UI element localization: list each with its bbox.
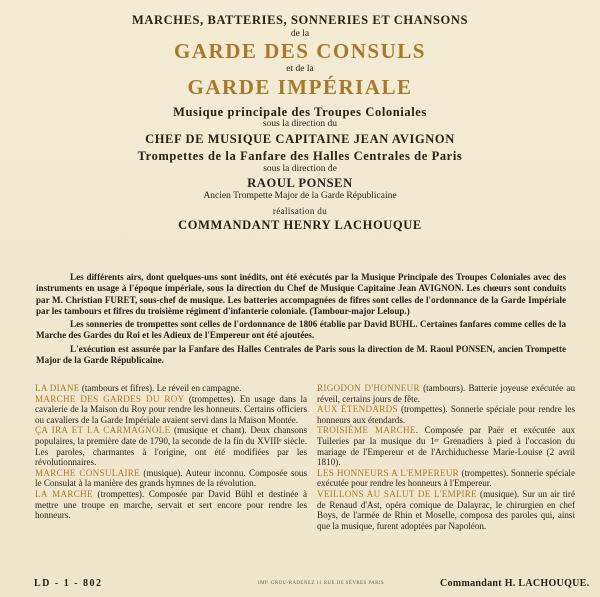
track-entry [35, 425, 307, 467]
chef-de-musique: CHEF DE MUSIQUE CAPITAINE JEAN AVIGNON [145, 131, 455, 146]
commandant-lachouque: COMMANDANT HENRY LACHOUQUE [178, 218, 422, 232]
printer-credit: IMP. GROU-RADENEZ 11 RUE DE SÈVRES PARIS [258, 581, 385, 586]
track-entry [317, 404, 575, 425]
track-title: MARCHE DES GARDES DU ROY [35, 393, 185, 404]
raoul-ponsen: RAOUL PONSEN [247, 176, 353, 190]
connector-et-de-la: et de la [286, 64, 314, 74]
track-description: (musique et chant). Deux chansons populaires, la première date de 1790, la seconde de la fin du XVIIIᵉ siècle. Les paroles, charmantes à l'origine, ont été modifiées par les révolutionnaires. [35, 425, 307, 468]
header [0, 14, 600, 232]
realisation-label: réalisation du [272, 206, 328, 216]
trompettes-fanfare: Trompettes de la Fanfare des Halles Centrales de Paris [137, 149, 463, 163]
track-title: RIGODON D'HONNEUR [317, 383, 420, 393]
track-entry [35, 468, 307, 489]
track-title: LES HONNEURS A L'EMPEREUR [317, 467, 460, 478]
track-description: (tambours). Batterie joyeuse exécutée au réveil, certains jours de fête. [317, 383, 575, 404]
track-title: AUX ÉTENDARDS [317, 404, 398, 415]
title-garde-des-consuls: GARDE DES CONSULS [174, 39, 426, 63]
track-list-right [317, 383, 575, 531]
track-title: VEILLONS AU SALUT DE L'EMPIRE [317, 488, 477, 499]
intro-paragraph: Les différents airs, dont quelques-uns sont inédits, ont été exécutés par la Musique Principale des Troupes Coloniales avec des instruments en usage à l'époque impériale, sous la direction du Chef de Musique Capitaine Jean AVIGNON. Les chœurs sont conduits par M. Christian FURET, sous-chef de musique. Les batteries accompagnées de fifres sont celles de l'ordonnance de la Garde Impériale par les tambours et fifres du troisième régiment d'infanterie coloniale. (Tambour-major Leloup.) [36, 272, 566, 316]
signature-credit: Commandant H. LACHOUQUE. [440, 578, 590, 589]
connector-de-la: de la [290, 28, 310, 39]
series-title: MARCHES, BATTERIES, SONNERIES ET CHANSONS [131, 13, 469, 27]
track-description: (musique). Sur un air tiré de Renaud d'Ast, opéra comique de Dalayrac, le chirurgien en chef Boys, de l'armée de Rhin et Moselle, composa des paroles qui, ainsi que la musique, furent adoptées par Napoléon. [317, 488, 575, 531]
track-entry [317, 425, 575, 467]
track-entry [317, 468, 575, 489]
track-description: (trompettes). Composée par David Bühl et destinée à mettre une troupe en marche, servait et sert encore pour rendre les honneurs. [35, 488, 308, 521]
track-title: TROISIÈME MARCHE [317, 425, 416, 436]
track-description: (musique). Auteur inconnu. Composée sous le Consulat à la manière des grands hymnes de la révolution. [35, 467, 307, 489]
track-description: (trompettes). Sonnerie spéciale pour rendre les honneurs aux étendards. [317, 404, 575, 425]
track-description: . Composée par Paër et exécutée aux Tuileries par la musique du 1ᵉʳ Grenadiers à pied à l'occasion du mariage de l'Empereur et de l'Archiduchesse Marie-Louise (2 avril 1810). [317, 425, 575, 468]
track-description: (tambours et fifres). Le réveil en campagne. [79, 383, 242, 393]
track-list-left [35, 383, 307, 521]
track-entry [35, 394, 307, 426]
direction-label-2: sous la direction de [263, 163, 337, 174]
intro-paragraph: L'exécution est assurée par la Fanfare des Halles Centrales de Paris sous la direction de M. Raoul PONSEN, ancien Trompette Major de la Garde Républicaine. [36, 343, 566, 366]
ancien-trompette: Ancien Trompette Major de la Garde Républicaine [203, 190, 397, 201]
intro-paragraph: Les sonneries de trompettes sont celles de l'ordonnance de 1806 établie par David BUHL. Certaines fanfares comme celles de la Marche des Gardes du Roi et les Adieux de l'Empereur ont été ajoutées. [36, 319, 566, 341]
musique-principale: Musique principale des Troupes Coloniales [173, 104, 427, 119]
track-description: (trompettes). Sonnerie spéciale exécutée pour rendre les honneurs à l'Empereur. [317, 467, 575, 489]
track-title: LA DIANE [35, 383, 80, 393]
catalog-number: LD - 1 - 802 [34, 578, 103, 589]
track-title: LA MARCHE [35, 488, 93, 499]
track-entry [35, 383, 307, 394]
track-entry [317, 489, 575, 531]
track-entry [35, 489, 307, 521]
track-entry [317, 383, 575, 404]
track-title: MARCHE CONSULAIRE [35, 467, 140, 478]
track-description: (trompettes). En usage dans la cavalerie de la Maison du Roy pour rendre les honneurs. Certains officiers ou cavaliers de la Garde Impériale avaient servi dans la Maison Montée. [35, 393, 308, 425]
title-garde-imperiale: GARDE IMPÉRIALE [187, 74, 413, 99]
intro-text [36, 272, 566, 366]
direction-label-1: sous la direction du [262, 119, 338, 129]
track-title: ÇA IRA ET LA CARMAGNOLE [35, 425, 171, 436]
